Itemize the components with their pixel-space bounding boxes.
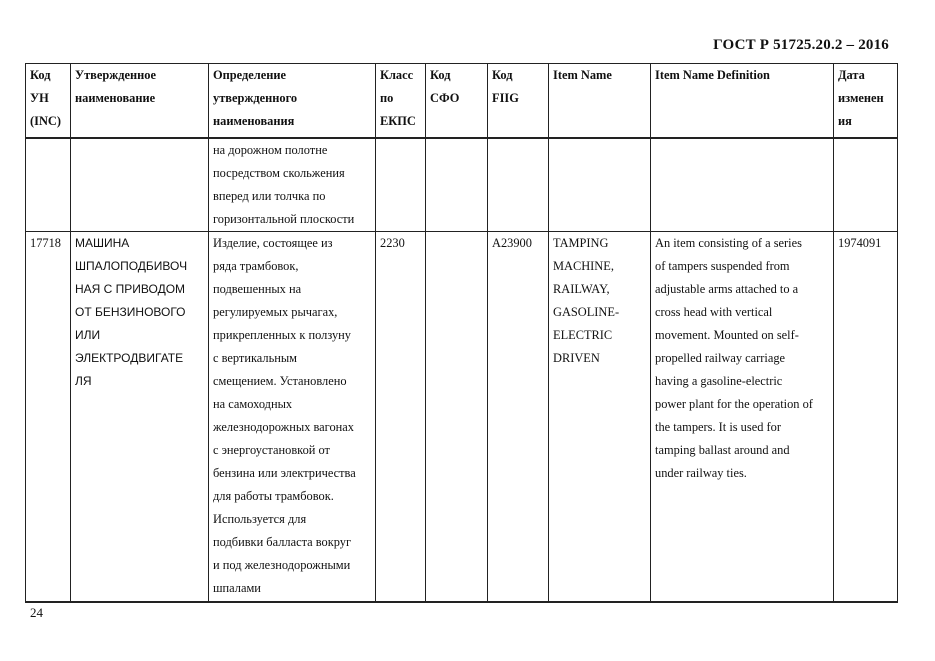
cell-definition: Изделие, состоящее из ряда трамбовок, подвешенных на регулируемых рычагах, прикрепленных к ползуну с вертикальным смещением. Установлено на самоходных железнодорожных вагонах с энергоустановкой от бензина или электричества для работы трамбовок. Используется для подбивки балласта вокруг и под железнодорожными шпалами (209, 232, 376, 603)
cell-definition: на дорожном полотне посредством скольжения вперед или толчка по горизонтальной плоскости (209, 138, 376, 232)
col-header-approved-name: Утвержденное наименование (71, 64, 209, 139)
table-row (26, 232, 898, 603)
cell-sfo (426, 232, 488, 603)
col-header-definition: Определение утвержденного наименования (209, 64, 376, 139)
col-header-date: Дата изменен ия (834, 64, 898, 139)
cell-class (376, 138, 426, 232)
cell-item-definition (651, 138, 834, 232)
col-header-sfo: Код СФО (426, 64, 488, 139)
cell-approved-name: МАШИНА ШПАЛОПОДБИВОЧ НАЯ С ПРИВОДОМ ОТ БЕНЗИНОВОГО ИЛИ ЭЛЕКТРОДВИГАТЕ ЛЯ (71, 232, 209, 603)
standard-number: ГОСТ Р 51725.20.2 – 2016 (713, 37, 889, 53)
cell-date (834, 138, 898, 232)
cell-approved-name (71, 138, 209, 232)
col-header-inc: Код УН (INC) (26, 64, 71, 139)
cell-item-name: TAMPING MACHINE, RAILWAY, GASOLINE- ELECTRIC DRIVEN (549, 232, 651, 603)
header-row (26, 64, 898, 139)
page-number: 24 (30, 605, 43, 620)
cell-item-name (549, 138, 651, 232)
cell-fiig: A23900 (488, 232, 549, 603)
cell-class: 2230 (376, 232, 426, 603)
col-header-fiig: Код FIIG (488, 64, 549, 139)
col-header-item-name: Item Name (549, 64, 651, 139)
cell-item-definition: An item consisting of a series of tampers suspended from adjustable arms attached to a cross head with vertical movement. Mounted on self- propelled railway carriage having a gasoline-electric power plant for the operation of the tampers. It is used for tamping ballast around and under railway ties. (651, 232, 834, 603)
cell-date: 1974091 (834, 232, 898, 603)
cell-fiig (488, 138, 549, 232)
catalog-table (25, 63, 898, 603)
table-row (26, 138, 898, 232)
col-header-item-definition: Item Name Definition (651, 64, 834, 139)
col-header-class: Класс по ЕКПС (376, 64, 426, 139)
cell-inc: 17718 (26, 232, 71, 603)
cell-inc (26, 138, 71, 232)
cell-sfo (426, 138, 488, 232)
